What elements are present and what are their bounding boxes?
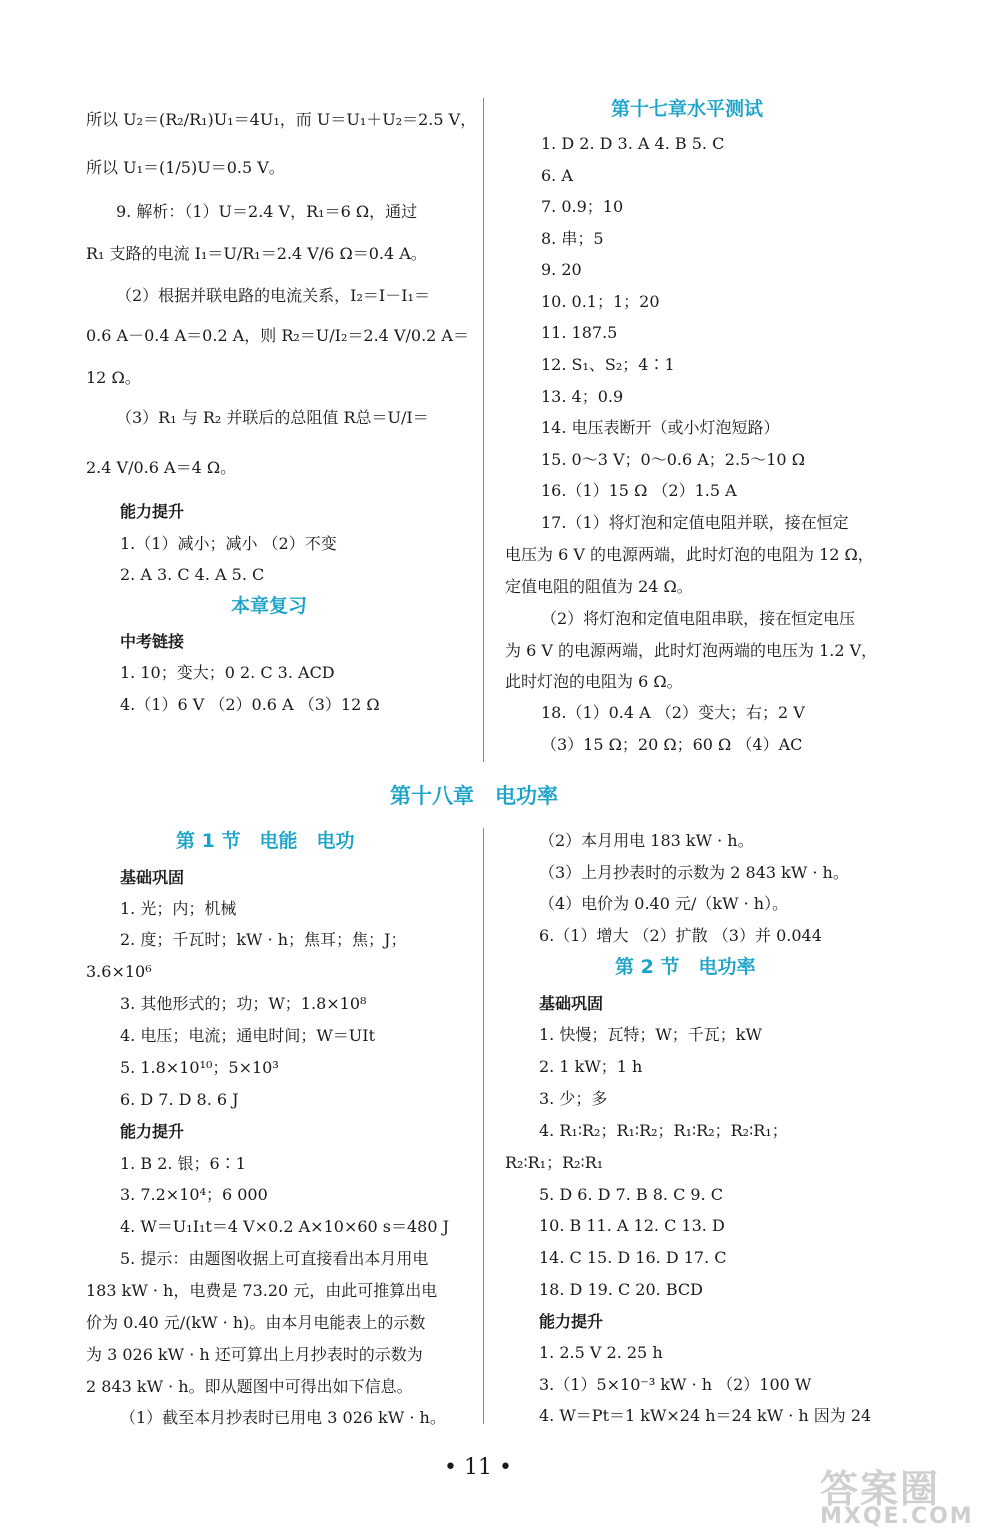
- text-line: 3. 少；多: [539, 1089, 608, 1108]
- text-line: 1. 10；变大；0 2. C 3. ACD: [120, 663, 335, 682]
- text-line: 1. 2.5 V 2. 25 h: [539, 1343, 663, 1362]
- text-line: 4. W＝U₁I₁t＝4 V×0.2 A×10×60 s＝480 J: [120, 1217, 450, 1236]
- text-line: （3）15 Ω；20 Ω；60 Ω （4）AC: [541, 735, 803, 754]
- text-line: 12. S₁、S₂；4∶1: [541, 355, 675, 374]
- text-line: 2. A 3. C 4. A 5. C: [120, 565, 265, 584]
- text-line: 15. 0～3 V；0～0.6 A；2.5～10 Ω: [541, 450, 805, 469]
- section-heading: 基础巩固: [120, 868, 185, 887]
- section-title: 第十七章水平测试: [611, 98, 764, 120]
- text-line: 12 Ω。: [86, 368, 141, 387]
- section-heading: 能力提升: [120, 502, 185, 521]
- left-bottom-column: [86, 0, 466, 1440]
- watermark-url: MXQE.COM: [820, 1504, 974, 1529]
- text-line: 为 6 V 的电源两端，此时灯泡两端的电压为 1.2 V，: [505, 641, 878, 660]
- text-line: 4. R₁∶R₂；R₁∶R₂；R₁∶R₂；R₂∶R₁；: [539, 1121, 788, 1140]
- text-line: 6. A: [541, 166, 573, 185]
- text-line: 7. 0.9；10: [541, 197, 624, 216]
- text-line: 所以 U₂＝(R₂/R₁)U₁＝4U₁，而 U＝U₁＋U₂＝2.5 V，: [86, 110, 477, 129]
- text-line: 9. 20: [541, 260, 582, 279]
- text-line: 4. 电压；电流；通电时间；W＝UIt: [120, 1026, 376, 1045]
- text-line: 电压为 6 V 的电源两端，此时灯泡的电阻为 12 Ω，: [505, 545, 874, 564]
- text-line: 所以 U₁＝(1/5)U＝0.5 V。: [86, 158, 285, 177]
- text-line: 5. D 6. D 7. B 8. C 9. C: [539, 1185, 723, 1204]
- section-title: 本章复习: [231, 595, 308, 617]
- text-line: 1. D 2. D 3. A 4. B 5. C: [541, 134, 725, 153]
- text-line: 11. 187.5: [541, 323, 618, 342]
- column-divider: [483, 98, 484, 762]
- text-line: 此时灯泡的电阻为 6 Ω。: [505, 672, 683, 691]
- text-line: 5. 1.8×10¹⁰；5×10³: [120, 1058, 279, 1077]
- text-line: 6. D 7. D 8. 6 J: [120, 1090, 239, 1109]
- text-line: 定值电阻的阻值为 24 Ω。: [505, 577, 693, 596]
- text-line: 1. B 2. 银；6∶1: [120, 1154, 246, 1173]
- text-line: 8. 串；5: [541, 229, 604, 248]
- section-title: 第 1 节 电能 电功: [176, 830, 355, 852]
- text-line: 2. 度；千瓦时；kW · h；焦耳；焦；J；: [120, 930, 407, 949]
- text-line: 2.4 V/0.6 A＝4 Ω。: [86, 458, 237, 477]
- text-line: （4）电价为 0.40 元/（kW · h）。: [539, 894, 789, 913]
- text-line: 1. 快慢；瓦特；W；千瓦；kW: [539, 1025, 762, 1044]
- page-number: • 11 •: [444, 1455, 512, 1480]
- text-line: 9. 解析：（1）U＝2.4 V，R₁＝6 Ω，通过: [116, 202, 418, 221]
- section-heading: 中考链接: [120, 632, 185, 651]
- text-line: 5. 提示：由题图收据上可直接看出本月用电: [120, 1249, 429, 1268]
- text-line: 2 843 kW · h。即从题图中可得出如下信息。: [86, 1377, 413, 1396]
- text-line: 3. 7.2×10⁴；6 000: [120, 1185, 268, 1204]
- text-line: 18.（1）0.4 A （2）变大；右；2 V: [541, 703, 805, 722]
- text-line: 4. W＝Pt＝1 kW×24 h＝24 kW · h 因为 24: [539, 1406, 872, 1425]
- text-line: 16.（1）15 Ω （2）1.5 A: [541, 481, 737, 500]
- text-line: 为 3 026 kW · h 还可算出上月抄表时的示数为: [86, 1345, 423, 1364]
- text-line: 18. D 19. C 20. BCD: [539, 1280, 703, 1299]
- column-divider: [483, 828, 484, 1424]
- text-line: 3.（1）5×10⁻³ kW · h （2）100 W: [539, 1375, 812, 1394]
- text-line: （3）R₁ 与 R₂ 并联后的总阻值 R总＝U/I＝: [116, 408, 429, 427]
- watermark-logo: 答案圈: [820, 1467, 941, 1511]
- text-line: （2）根据并联电路的电流关系，I₂＝I－I₁＝: [116, 286, 430, 305]
- text-line: 3.6×10⁶: [86, 962, 152, 981]
- text-line: 6.（1）增大 （2）扩散 （3）并 0.044: [539, 926, 822, 945]
- text-line: （3）上月抄表时的示数为 2 843 kW · h。: [539, 863, 849, 882]
- section-heading: 能力提升: [539, 1312, 604, 1331]
- text-line: 13. 4；0.9: [541, 387, 624, 406]
- text-line: 14. C 15. D 16. D 17. C: [539, 1248, 727, 1267]
- text-line: 3. 其他形式的；功；W；1.8×10⁸: [120, 994, 367, 1013]
- text-line: （2）将灯泡和定值电阻串联，接在恒定电压: [541, 609, 856, 628]
- text-line: R₂∶R₁；R₂∶R₁: [505, 1153, 604, 1172]
- text-line: 价为 0.40 元/(kW · h)。由本月电能表上的示数: [86, 1313, 426, 1332]
- text-line: 183 kW · h，电费是 73.20 元，由此可推算出电: [86, 1281, 438, 1300]
- chapter-title: 第十八章 电功率: [390, 784, 558, 808]
- text-line: 17.（1）将灯泡和定值电阻并联，接在恒定: [541, 513, 849, 532]
- text-line: 0.6 A－0.4 A＝0.2 A，则 R₂＝U/I₂＝2.4 V/0.2 A＝: [86, 326, 469, 345]
- text-line: 1. 光；内；机械: [120, 899, 237, 918]
- text-line: 4.（1）6 V （2）0.6 A （3）12 Ω: [120, 695, 380, 714]
- text-line: （2）本月用电 183 kW · h。: [539, 831, 754, 850]
- section-heading: 能力提升: [120, 1122, 185, 1141]
- text-line: R₁ 支路的电流 I₁＝U/R₁＝2.4 V/6 Ω＝0.4 A。: [86, 244, 427, 263]
- text-line: 14. 电压表断开（或小灯泡短路）: [541, 418, 780, 437]
- text-line: （1）截至本月抄表时已用电 3 026 kW · h。: [120, 1408, 446, 1427]
- text-line: 10. B 11. A 12. C 13. D: [539, 1216, 725, 1235]
- right-bottom-column: [505, 0, 885, 1440]
- text-line: 1.（1）减小；减小 （2）不变: [120, 534, 337, 553]
- section-heading: 基础巩固: [539, 994, 604, 1013]
- text-line: 2. 1 kW；1 h: [539, 1057, 643, 1076]
- section-title: 第 2 节 电功率: [615, 956, 756, 978]
- text-line: 10. 0.1；1；20: [541, 292, 660, 311]
